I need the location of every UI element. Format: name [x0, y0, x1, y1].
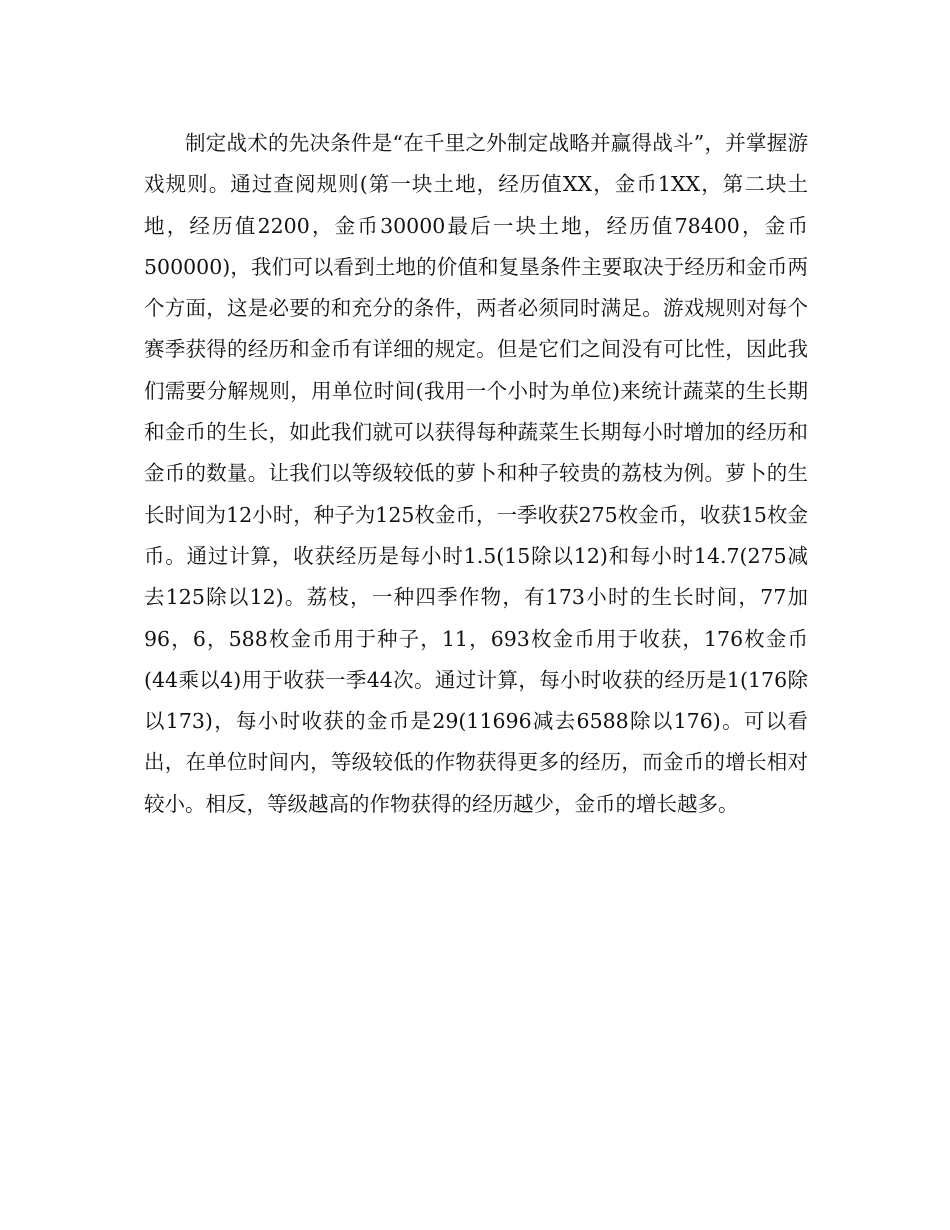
body-paragraph: 制定战术的先决条件是“在千里之外制定战略并赢得战斗”，并掌握游戏规则。通过查阅规则(第一块土地，经历值XX，金币1XX，第二块土地，经历值2200，金币30000最后一块土地，经历值78400，金币500000)，我们可以看到土地的价值和复垦条件主要取决于经历和金币两个方面，这是必要的和充分的条件，两者必须同时满足。游戏规则对每个赛季获得的经历和金币有详细的规定。但是它们之间没有可比性，因此我们需要分解规则，用单位时间(我用一个小时为单位)来统计蔬菜的生长期和金币的生长，如此我们就可以获得每种蔬菜生长期每小时增加的经历和金币的数量。让我们以等级较低的萝卜和种子较贵的荔枝为例。萝卜的生长时间为12小时，种子为125枚金币，一季收获275枚金币，收获15枚金币。通过计算，收获经历是每小时1.5(15除以12)和每小时14.7(275减去125除以12)。荔枝，一种四季作物，有173小时的生长时间，77加96，6，588枚金币用于种子，11，693枚金币用于收获，176枚金币(44乘以4)用于收获一季44次。通过计算，每小时收获的经历是1(176除以173)，每小时收获的金币是29(11696减去6588除以176)。可以看出，在单位时间内，等级较低的作物获得更多的经历，而金币的增长相对较小。相反，等级越高的作物获得的经历越少，金币的增长越多。 [144, 131, 808, 816]
